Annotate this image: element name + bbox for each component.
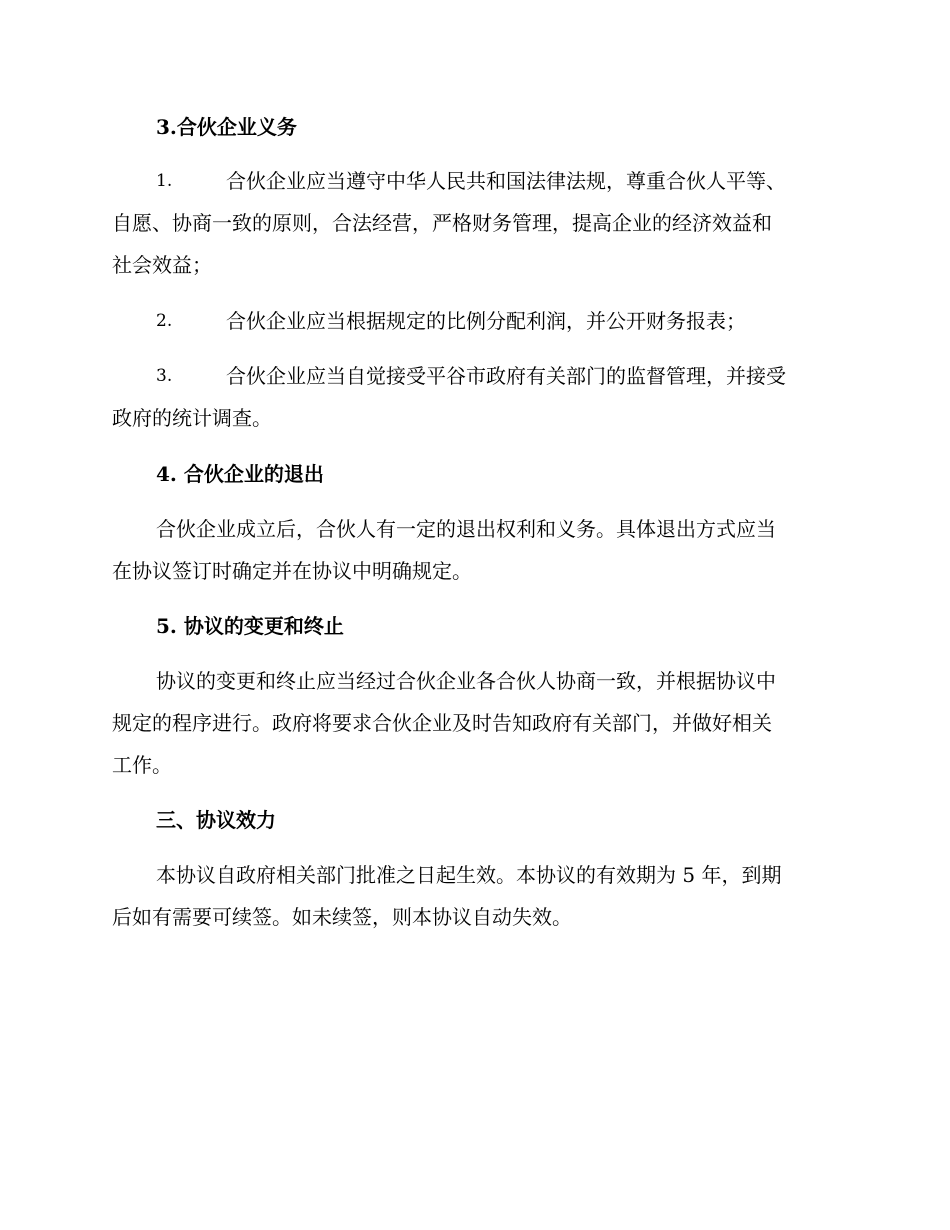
list-item-obligation-2 (112, 300, 834, 342)
list-item-obligation-1 (112, 160, 834, 286)
section-heading-effect: 三、协议效力 (156, 808, 276, 832)
paragraph-line: 合伙企业成立后，合伙人有一定的退出权利和义务。具体退出方式应当 (156, 517, 776, 541)
list-number: 1. (156, 171, 173, 191)
paragraph-line: 工作。 (112, 753, 172, 777)
list-text-line: 政府的统计调查。 (112, 406, 272, 430)
paragraph-change (112, 660, 834, 786)
section-heading-change: 5. 协议的变更和终止 (156, 614, 344, 638)
paragraph-line: 规定的程序进行。政府将要求合伙企业及时告知政府有关部门，并做好相关 (112, 711, 772, 735)
section-heading-obligations: 3.合伙企业义务 (156, 115, 297, 139)
section-heading-exit: 4. 合伙企业的退出 (156, 462, 324, 486)
list-number: 3. (156, 366, 173, 386)
paragraph-exit (112, 508, 834, 592)
paragraph-line: 协议的变更和终止应当经过合伙企业各合伙人协商一致，并根据协议中 (156, 669, 776, 693)
list-text-line: 合伙企业应当自觉接受平谷市政府有关部门的监督管理，并接受 (226, 364, 786, 388)
list-text-line: 合伙企业应当遵守中华人民共和国法律法规，尊重合伙人平等、 (226, 169, 786, 193)
paragraph-line: 本协议自政府相关部门批准之日起生效。本协议的有效期为 5 年，到期 (156, 863, 782, 887)
list-text-line: 社会效益； (112, 253, 212, 277)
paragraph-line: 后如有需要可续签。如未续签，则本协议自动失效。 (112, 905, 572, 929)
list-text-line: 自愿、协商一致的原则，合法经营，严格财务管理，提高企业的经济效益和 (112, 211, 772, 235)
paragraph-line: 在协议签订时确定并在协议中明确规定。 (112, 559, 472, 583)
paragraph-effect (112, 854, 834, 938)
list-number: 2. (156, 311, 173, 331)
list-item-obligation-3 (112, 355, 834, 439)
list-text-line: 合伙企业应当根据规定的比例分配利润，并公开财务报表； (226, 309, 746, 333)
